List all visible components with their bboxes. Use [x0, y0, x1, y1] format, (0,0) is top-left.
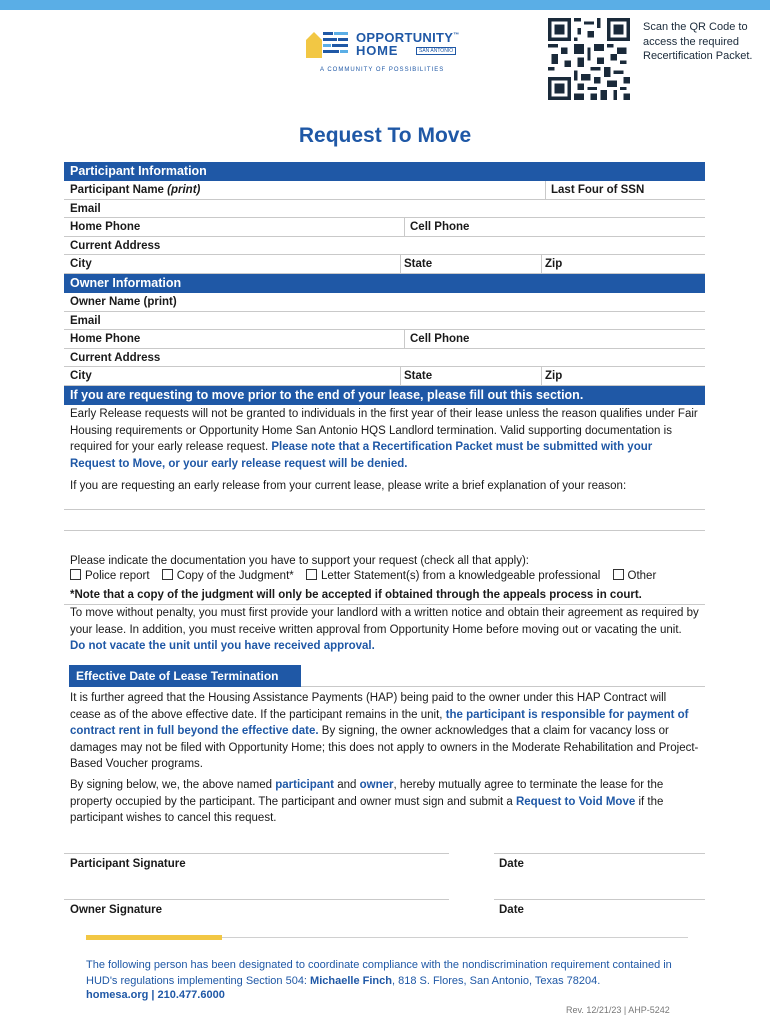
option-letter-statement[interactable]: Letter Statement(s) from a knowledgeable professional — [306, 570, 600, 582]
participant-signature-label: Participant Signature — [70, 858, 186, 870]
option-other[interactable]: Other — [613, 570, 657, 582]
option-police-report[interactable]: Police report — [70, 570, 150, 582]
participant-address-label: Current Address — [70, 239, 161, 252]
ssn-label: Last Four of SSN — [551, 184, 645, 196]
owner-zip-label: Zip — [545, 370, 563, 382]
owner-address-label: Current Address — [70, 351, 161, 364]
checkbox[interactable] — [70, 569, 81, 580]
qr-instructions: Scan the QR Code to access the required Recertification Packet. — [643, 21, 753, 62]
checkbox[interactable] — [613, 569, 624, 580]
effective-date-label: Effective Date of Lease Termination — [69, 665, 301, 687]
owner-signature-label: Owner Signature — [70, 904, 163, 916]
column-divider — [545, 181, 546, 199]
documentation-options — [70, 569, 665, 582]
early-release-header: If you are requesting to move prior to the end of your lease, please fill out this section. — [64, 386, 705, 405]
explanation-line-1[interactable] — [64, 509, 705, 510]
effective-date-field[interactable] — [301, 686, 705, 687]
owner-home-phone-label: Home Phone — [70, 333, 141, 345]
owner-city-row — [64, 367, 705, 386]
column-divider — [404, 330, 405, 348]
checkbox[interactable] — [162, 569, 173, 580]
participant-address-row — [64, 237, 705, 256]
participant-info-header: Participant Information — [64, 162, 705, 181]
owner-cell-phone-label: Cell Phone — [410, 333, 470, 345]
column-divider — [541, 367, 542, 385]
logo-name-line2: HOME — [356, 43, 399, 58]
penalty-notice: To move without penalty, you must first provide your landlord with a written notice and obtain their agreement as required by your lease. In addition, you must receive written approval from Opportunity Home before moving out or vacating the unit. Do not vacate the unit until you have received approval. — [70, 607, 699, 652]
owner-name-label: Owner Name (print) — [70, 296, 177, 308]
owner-email-label: Email — [70, 314, 101, 327]
owner-info-header: Owner Information — [64, 274, 705, 293]
qr-code[interactable] — [548, 18, 630, 100]
participant-state-label: State — [404, 258, 433, 270]
early-release-policy: Early Release requests will not be granted to individuals in the first year of their lease unless the reason qualifies under Fair Housing requirements or Opportunity Home San Antonio HQS Landlord termination. Valid supporting documentation is required for your early release request. Please note that a Recertification Packet must be submitted with your Request to Move, or your early release request will be denied. — [70, 408, 698, 470]
owner-email-row — [64, 312, 705, 331]
column-divider — [404, 218, 405, 236]
owner-city-label: City — [70, 370, 92, 382]
page-title: Request To Move — [298, 124, 472, 147]
participant-home-phone-label: Home Phone — [70, 221, 141, 233]
footer-accent — [86, 935, 222, 940]
column-divider — [400, 255, 401, 273]
logo-tagline: A COMMUNITY OF POSSIBILITIES — [320, 67, 445, 73]
checkbox[interactable] — [306, 569, 317, 580]
participant-zip-label: Zip — [545, 258, 563, 270]
owner-date-field[interactable] — [494, 899, 705, 900]
participant-name-label: Participant Name (print) — [70, 184, 201, 196]
explanation-prompt: If you are requesting an early release from your current lease, please write a brief explanation of your reason: — [70, 480, 627, 492]
owner-name-row — [64, 293, 705, 312]
participant-date-field[interactable] — [494, 853, 705, 854]
hap-paragraph: It is further agreed that the Housing Assistance Payments (HAP) being paid to the owner under this HAP Contract will cease as of the above effective date. If the participant remains in the unit, the participant is responsible for payment of contract rent in full beyond the effective date. By signing, the owner acknowledges that a claim for vacancy loss or damages may not be filed with Opportunity Home; this does not apply to owners in the Moderate Rehabilitation and Project-Based Voucher programs. — [70, 692, 699, 770]
owner-state-label: State — [404, 370, 433, 382]
participant-date-label: Date — [499, 858, 524, 870]
nondiscrimination-notice: The following person has been designated to coordinate compliance with the nondiscrimination requirement contained in HUD's regulations implementing Section 504: Michaelle Finch, 818 S. Flores, San Antonio, Texas 78204. — [86, 959, 672, 987]
participant-name-row — [64, 181, 705, 200]
participant-email-label: Email — [70, 202, 101, 215]
participant-city-label: City — [70, 258, 92, 270]
owner-phone-row — [64, 330, 705, 349]
option-copy-of-judgment[interactable]: Copy of the Judgment* — [162, 570, 294, 582]
participant-city-row — [64, 255, 705, 274]
participant-cell-phone-label: Cell Phone — [410, 221, 470, 233]
column-divider — [541, 255, 542, 273]
top-accent-stripe — [0, 0, 770, 10]
website-phone[interactable]: homesa.org | 210.477.6000 — [86, 989, 225, 1001]
logo-name-line1: OPPORTUNITY™ — [356, 30, 460, 45]
explanation-line-2[interactable] — [64, 530, 705, 531]
revision-code: Rev. 12/21/23 | AHP-5242 — [566, 1005, 670, 1015]
documentation-prompt: Please indicate the documentation you have to support your request (check all that apply): — [70, 555, 529, 567]
agreement-paragraph: By signing below, we, the above named participant and owner, hereby mutually agree to terminate the lease for the property occupied by the participant. The participant and owner must sign and submit a Request to Void Move if the participant wishes to cancel this request. — [70, 779, 664, 824]
request-to-void-move-link[interactable]: Request to Void Move — [515, 795, 636, 808]
owner-address-row — [64, 349, 705, 368]
column-divider — [400, 367, 401, 385]
participant-email-row — [64, 200, 705, 219]
owner-date-label: Date — [499, 904, 524, 916]
footer-divider — [222, 937, 688, 938]
participant-phone-row — [64, 218, 705, 237]
logo-city: SAN ANTONIO — [416, 47, 456, 55]
judgment-note: *Note that a copy of the judgment will only be accepted if obtained through the appeals process in court. — [70, 589, 642, 601]
participant-signature-field[interactable] — [64, 853, 449, 854]
owner-signature-field[interactable] — [64, 899, 449, 900]
house-logo-icon — [306, 28, 350, 58]
